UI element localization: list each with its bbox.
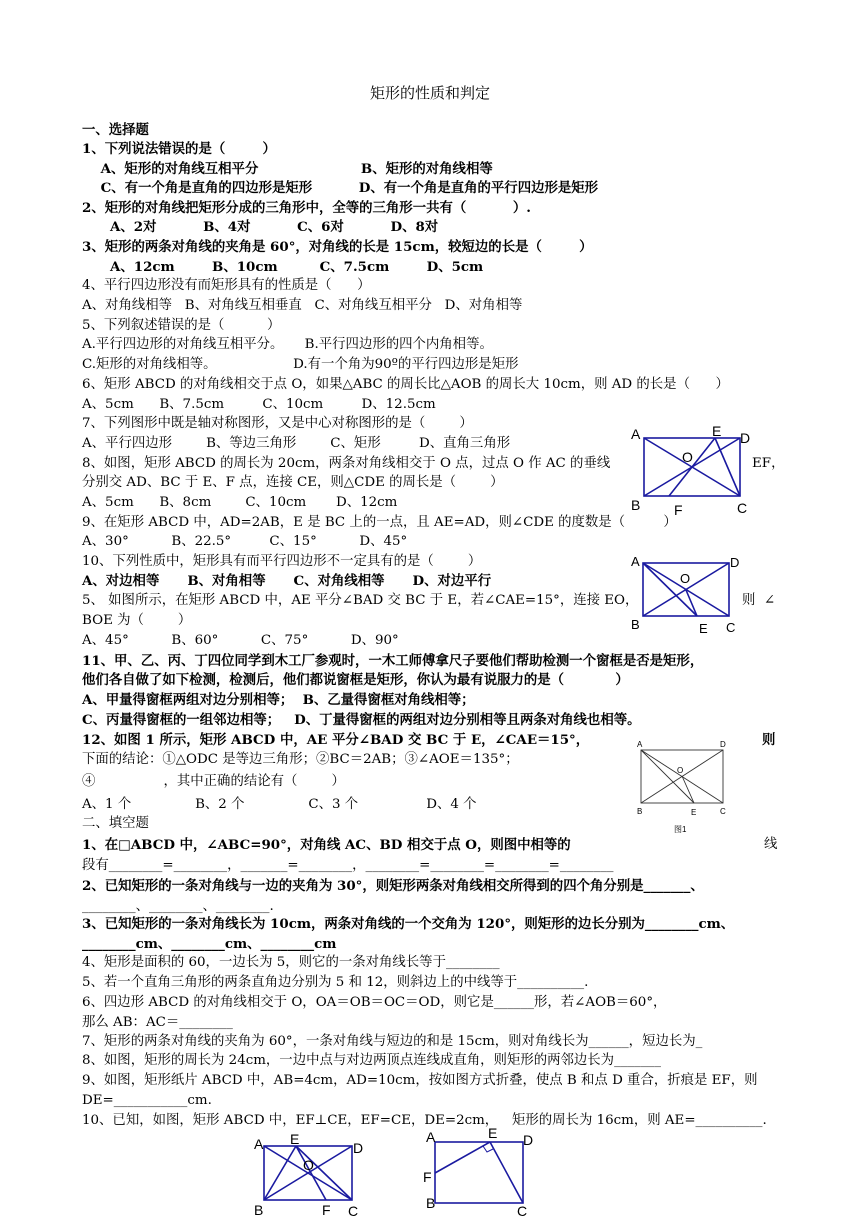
figure-q12 xyxy=(634,736,734,836)
label-b: B xyxy=(426,1195,436,1211)
label-c: C xyxy=(737,500,748,516)
q5-options-b: C.矩形的对角线相等。 D.有一个角为90º的平行四边形是矩形 xyxy=(82,357,519,372)
label-c: C xyxy=(720,807,726,816)
label-a: A xyxy=(631,554,640,569)
label-b: B xyxy=(254,1202,264,1216)
f3-line2: ________cm、________cm、________cm xyxy=(82,936,337,952)
f10-tail: 矩形的周长为 16cm，则 AE=__________. xyxy=(512,1113,767,1128)
q5: 5、下列叙述错误的是（ ） xyxy=(82,318,281,333)
q10: 10、下列性质中，矩形具有而平行四边形不一定具有的是（ ） xyxy=(82,554,482,569)
figure-caption: 图1 xyxy=(674,825,687,834)
q3: 3、矩形的两条对角线的夹角是 60°，对角线的长是 15cm，较短边的长是（ ） xyxy=(82,239,593,255)
f1-line2: 段有________=________，_______=________，________=________=________=________ xyxy=(82,858,614,873)
label-o: O xyxy=(682,449,693,465)
label-o: O xyxy=(680,571,691,586)
label-d: D xyxy=(740,430,751,446)
q1-options-b: C、有一个角是直角的四边形是矩形 D、有一个角是直角的平行四边形是矩形 xyxy=(82,180,599,196)
label-b: B xyxy=(637,807,643,816)
q10-options: A、对边相等 B、对角相等 C、对角线相等 D、对边平行 xyxy=(82,573,492,589)
q8-tail: EF， xyxy=(752,456,785,471)
q9-options: A、30° B、22.5° C、15° D、45° xyxy=(82,534,408,549)
label-d: D xyxy=(720,740,726,749)
figure-f10 xyxy=(420,1125,540,1216)
label-e: E xyxy=(699,621,708,635)
q2-options: A、2对 B、4对 C、6对 D、8对 xyxy=(82,219,439,235)
label-c: C xyxy=(726,620,736,635)
q5x: 5、 如图所示，在矩形 ABCD 中，AE 平分∠BAD 交 BC 于 E，若∠CAE=15°，连接 EO， xyxy=(82,593,639,608)
f6-line2: 那么 AB：AC＝________ xyxy=(82,1015,233,1030)
f5: 5、若一个直角三角形的两条直角边分别为 5 和 12，则斜边上的中线等于__________. xyxy=(82,975,589,990)
f8: 8、如图，矩形的周长为 24cm，一边中点与对边两顶点连线成直角，则矩形的两邻边长为_______ xyxy=(82,1053,661,1068)
q1: 1、下列说法错误的是（ ） xyxy=(82,141,276,157)
label-c: C xyxy=(348,1203,359,1216)
f3: 3、已知矩形的一条对角线长为 10cm，两条对角线的一个交角为 120°，则矩形的边长分别为________cm、 xyxy=(82,916,735,932)
q12: 12、如图 1 所示，矩形 ABCD 中，AE 平分∠BAD 交 BC 于 E，∠CAE＝15°， xyxy=(82,732,590,748)
figure-f8 xyxy=(252,1134,370,1216)
f2: 2、已知矩形的一条对角线与一边的夹角为 30°，则矩形两条对角线相交所得到的四个角分别是_______、 xyxy=(82,878,704,894)
q3-options: A、12cm B、10cm C、7.5cm D、5cm xyxy=(82,259,484,275)
q4-options: A、对角线相等 B、对角线互相垂直 C、对角线互相平分 D、对角相等 xyxy=(82,298,523,313)
label-a: A xyxy=(631,426,641,442)
q7-options: A、平行四边形 B、等边三角形 C、矩形 D、直角三角形 xyxy=(82,436,511,451)
label-a: A xyxy=(637,740,643,749)
q2: 2、矩形的对角线把矩形分成的三角形中，全等的三角形一共有（ ）. xyxy=(82,200,531,216)
q1-options-a: A、矩形的对角线互相平分 B、矩形的对角线相等 xyxy=(82,161,493,177)
q4: 4、平行四边形没有而矩形具有的性质是（ ） xyxy=(82,278,371,293)
q11-options-a: A、甲量得窗框两组对边分别相等； B、乙量得窗框对角线相等； xyxy=(82,692,475,708)
q5x-tail: 则 ∠ xyxy=(742,593,776,608)
f6: 6、四边形 ABCD 的对角线相交于 O，OA＝OB＝OC＝OD，则它是______形，若∠AOB＝60°， xyxy=(82,995,667,1010)
f9-line2: DE=___________cm. xyxy=(82,1093,212,1108)
q8-options: A、5cm B、8cm C、10cm D、12cm xyxy=(82,495,398,510)
q6: 6、矩形 ABCD 的对角线相交于点 O，如果△ABC 的周长比△AOB 的周长大 10cm，则 AD 的长是（ ） xyxy=(82,377,729,392)
label-a: A xyxy=(426,1129,436,1145)
q12-tail: 则 xyxy=(762,732,776,748)
f1-tail: 线 xyxy=(764,837,778,852)
label-f: F xyxy=(322,1202,331,1216)
label-a: A xyxy=(254,1136,264,1152)
q5-options-a: A.平行四边形的对角线互相平分。 B.平行四边形的四个内角相等。 xyxy=(82,337,493,352)
q11: 11、甲、乙、丙、丁四位同学到木工厂参观时，一木工师傅拿尺子要他们帮助检测一个窗框是否是矩形， xyxy=(82,653,704,669)
page-title: 矩形的性质和判定 xyxy=(369,84,490,102)
label-d: D xyxy=(523,1132,534,1148)
q8: 8、如图，矩形 ABCD 的周长为 20cm，两条对角线相交于 O 点，过点 O 作 AC 的垂线 xyxy=(82,456,611,471)
label-e: E xyxy=(712,424,722,439)
label-o: O xyxy=(677,766,684,775)
q8-line2: 分别交 AD、BC 于 E、F 点，连接 CE，则△CDE 的周长是（ ） xyxy=(82,475,504,490)
figure-q8 xyxy=(628,424,754,518)
section-fill: 二、填空题 xyxy=(82,816,149,831)
q5x-options: A、45° B、60° C、75° D、90° xyxy=(82,633,399,648)
f1: 1、在□ABCD 中，∠ABC=90°，对角线 AC、BD 相交于点 O，则图中相等的 xyxy=(82,837,571,853)
label-e: E xyxy=(488,1125,498,1141)
q12-line3: ④ ，其中正确的结论有（ ） xyxy=(82,774,345,789)
label-f: F xyxy=(674,502,683,518)
label-e: E xyxy=(691,808,697,817)
label-f: F xyxy=(423,1169,432,1185)
label-c: C xyxy=(517,1203,528,1216)
q11-line2: 他们各自做了如下检测，检测后，他们都说窗框是矩形，你认为最有说服力的是（ ） xyxy=(82,672,629,688)
figure-q5x xyxy=(629,553,744,635)
label-b: B xyxy=(631,497,641,513)
f4: 4、矩形是面积的 60，一边长为 5，则它的一条对角线长等于________ xyxy=(82,955,500,970)
q11-options-b: C、丙量得窗框的一组邻边相等； D、丁量得窗框的两组对边分别相等且两条对角线也相等。 xyxy=(82,712,641,728)
q9: 9、在矩形 ABCD 中，AD=2AB，E 是 BC 上的一点，且 AE=AD，则∠CDE 的度数是（ ） xyxy=(82,515,677,530)
label-b: B xyxy=(631,617,640,632)
q12-line2: 下面的结论：①△ODC 是等边三角形；②BC＝2AB；③∠AOE＝135°； xyxy=(82,752,519,767)
q5x-line2: BOE 为（ ） xyxy=(82,613,192,628)
label-d: D xyxy=(730,555,740,570)
f9: 9、如图，矩形纸片 ABCD 中，AB=4cm，AD=10cm，按如图方式折叠，使点 B 和点 D 重合，折痕是 EF，则 xyxy=(82,1073,758,1088)
f2-line2: ________、________、________. xyxy=(82,899,274,914)
label-o: O xyxy=(303,1157,314,1173)
q7: 7、下列图形中既是轴对称图形，又是中心对称图形的是（ ） xyxy=(82,416,473,431)
label-d: D xyxy=(353,1140,364,1156)
q6-options: A、5cm B、7.5cm C、10cm D、12.5cm xyxy=(82,397,436,412)
f10: 10、已知，如图，矩形 ABCD 中，EF⊥CE，EF=CE，DE=2cm， xyxy=(82,1113,499,1128)
f7: 7、矩形的两条对角线的夹角为 60°，一条对角线与短边的和是 15cm，则对角线长为______，短边长为_ xyxy=(82,1034,703,1049)
q12-options: A、1 个 B、2 个 C、3 个 D、4 个 xyxy=(82,797,477,812)
section-choice: 一、选择题 xyxy=(82,122,149,138)
label-e: E xyxy=(290,1134,300,1147)
